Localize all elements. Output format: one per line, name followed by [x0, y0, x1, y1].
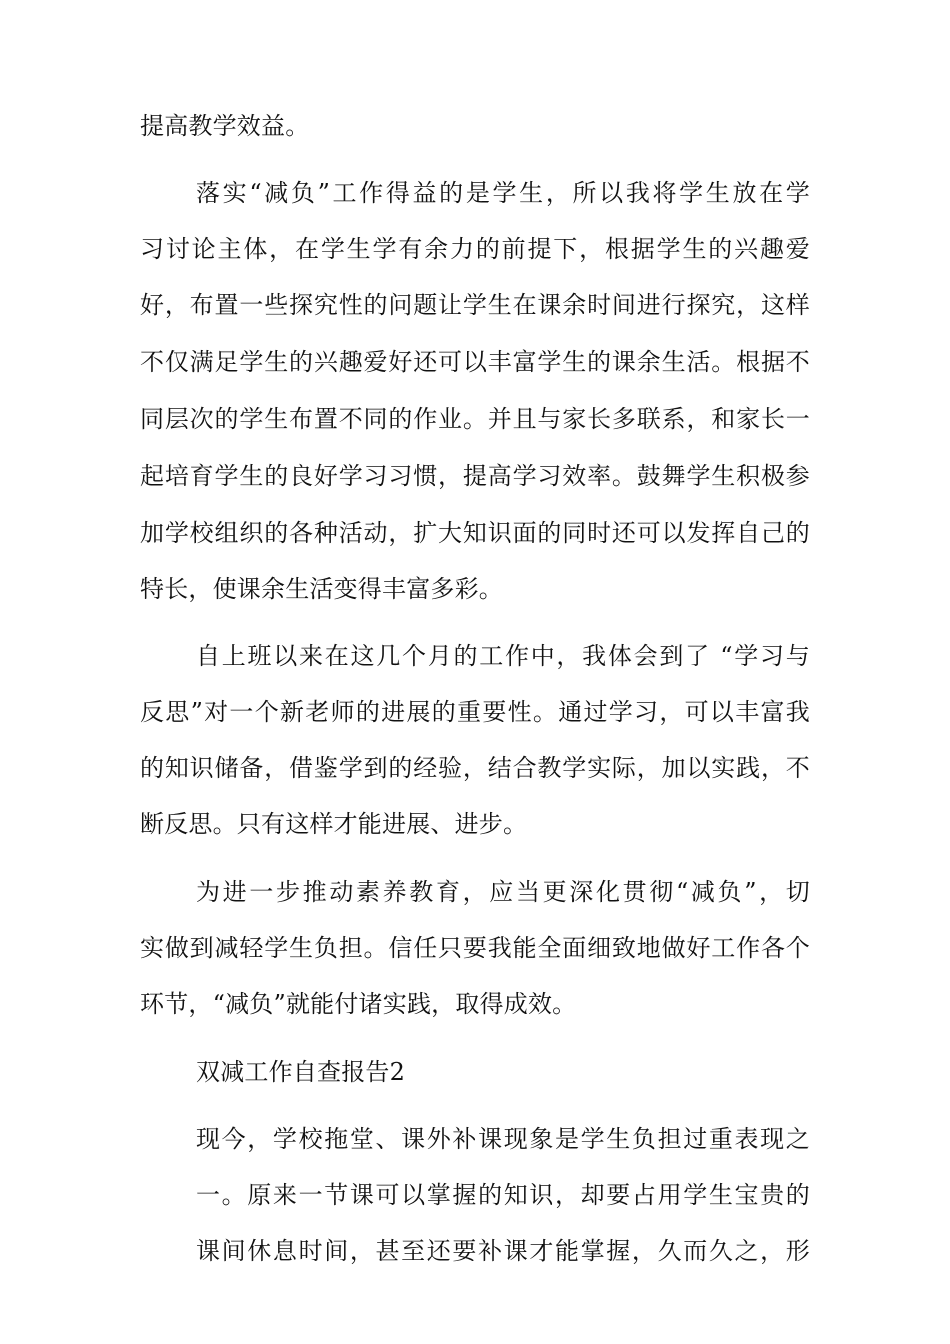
paragraph-2-line-1: 落实“减负”工作得益的是学生，所以我将学生放在学 [196, 179, 810, 207]
paragraph-2-line-5: 同层次的学生布置不同的作业。并且与家长多联系，和家长一 [140, 405, 810, 433]
paragraph-3-line-1: 自上班以来在这几个月的工作中，我体会到了 “学习与 [196, 642, 810, 670]
paragraph-6-line-3: 课间休息时间，甚至还要补课才能掌握，久而久之，形 [196, 1237, 810, 1265]
paragraph-4-line-2: 实做到减轻学生负担。信任只要我能全面细致地做好工作各个 [140, 934, 810, 962]
paragraph-2-line-2: 习讨论主体，在学生学有余力的前提下，根据学生的兴趣爱 [140, 235, 810, 263]
paragraph-3-line-3: 的知识储备，借鉴学到的经验，结合教学实际，加以实践，不 [140, 754, 810, 782]
paragraph-3-line-4: 断反思。只有这样才能进展、进步。 [140, 810, 528, 838]
paragraph-2-line-7: 加学校组织的各种活动，扩大知识面的同时还可以发挥自己的 [140, 519, 810, 547]
paragraph-2-line-6: 起培育学生的良好学习习惯，提高学习效率。鼓舞学生积极参 [140, 462, 810, 490]
paragraph-1-line-1: 提高教学效益。 [140, 112, 310, 140]
section-heading: 双减工作自查报告2 [196, 1058, 406, 1086]
paragraph-3-line-2: 反思”对一个新老师的进展的重要性。通过学习，可以丰富我 [140, 698, 810, 726]
paragraph-4-line-1: 为进一步推动素养教育，应当更深化贯彻“减负”，切 [196, 878, 810, 906]
paragraph-4-line-3: 环节，“减负”就能付诸实践，取得成效。 [140, 990, 577, 1018]
paragraph-6-line-2: 一。原来一节课可以掌握的知识，却要占用学生宝贵的 [196, 1181, 810, 1209]
paragraph-6-line-1: 现今，学校拖堂、课外补课现象是学生负担过重表现之 [196, 1125, 810, 1153]
paragraph-2-line-8: 特长，使课余生活变得丰富多彩。 [140, 575, 503, 603]
paragraph-2-line-4: 不仅满足学生的兴趣爱好还可以丰富学生的课余生活。根据不 [140, 348, 810, 376]
paragraph-2-line-3: 好，布置一些探究性的问题让学生在课余时间进行探究，这样 [140, 291, 810, 319]
